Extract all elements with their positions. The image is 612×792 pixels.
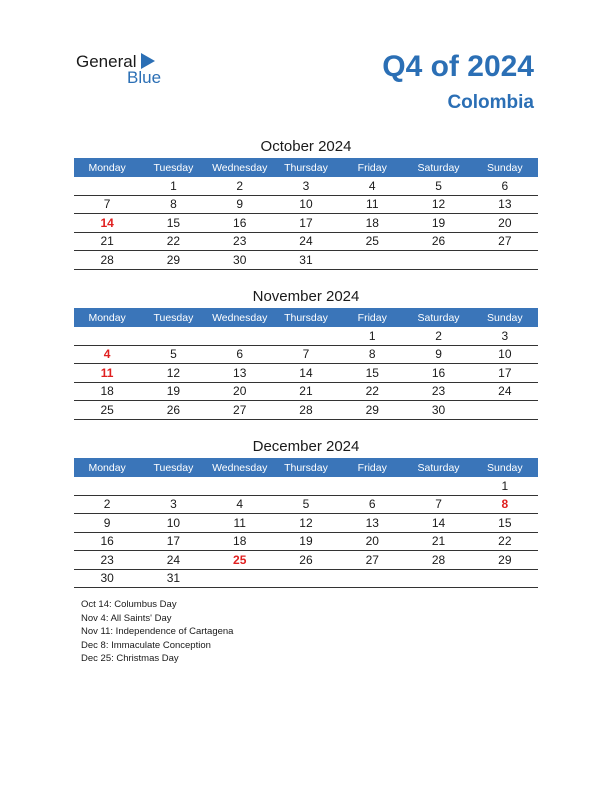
week-row (74, 327, 538, 345)
day-cell: 22 (140, 232, 206, 251)
empty-cell (207, 327, 273, 345)
month-title: December 2024 (252, 438, 360, 455)
weekday-header: Monday (74, 308, 140, 327)
logo-blue-text: Blue (127, 68, 162, 87)
day-cell: 12 (140, 364, 206, 383)
day-cell: 24 (273, 232, 339, 251)
week-row (74, 551, 538, 570)
weekday-header: Friday (339, 158, 405, 177)
empty-cell (339, 251, 405, 270)
empty-cell (140, 327, 206, 345)
day-cell: 1 (472, 477, 538, 495)
day-cell: 23 (405, 382, 471, 401)
week-row (74, 569, 538, 588)
quarter-title: Q4 of 2024 (382, 50, 534, 83)
empty-cell (273, 327, 339, 345)
weekday-header: Sunday (472, 158, 538, 177)
empty-cell (472, 251, 538, 270)
day-cell: 10 (273, 195, 339, 214)
day-cell: 26 (405, 232, 471, 251)
day-cell: 18 (207, 532, 273, 551)
day-cell: 14 (273, 364, 339, 383)
day-cell: 27 (472, 232, 538, 251)
week-row (74, 177, 538, 195)
holiday-note: Nov 11: Independence of Cartagena (81, 626, 234, 637)
day-cell: 15 (472, 514, 538, 533)
day-cell: 2 (74, 495, 140, 514)
day-cell: 25 (339, 232, 405, 251)
month-october (74, 136, 538, 270)
day-cell: 8 (472, 495, 538, 514)
day-cell: 13 (207, 364, 273, 383)
day-cell: 10 (140, 514, 206, 533)
day-cell: 9 (207, 195, 273, 214)
day-cell: 4 (74, 345, 140, 364)
day-cell: 27 (339, 551, 405, 570)
day-cell: 19 (273, 532, 339, 551)
empty-cell (405, 251, 471, 270)
day-cell: 15 (140, 214, 206, 233)
day-cell: 26 (273, 551, 339, 570)
day-cell: 19 (405, 214, 471, 233)
day-cell: 17 (472, 364, 538, 383)
weekday-header: Monday (74, 458, 140, 477)
weekday-header: Sunday (472, 458, 538, 477)
day-cell: 6 (207, 345, 273, 364)
day-cell: 23 (74, 551, 140, 570)
day-cell: 25 (207, 551, 273, 570)
calendar-grid (74, 458, 538, 588)
day-cell: 12 (405, 195, 471, 214)
holiday-note: Dec 8: Immaculate Conception (81, 639, 211, 651)
day-cell: 11 (207, 514, 273, 533)
day-cell: 31 (273, 251, 339, 270)
week-row (74, 195, 538, 214)
weekday-header: Tuesday (140, 308, 206, 327)
week-row (74, 382, 538, 401)
day-cell: 30 (207, 251, 273, 270)
holiday-list (81, 598, 233, 666)
day-cell: 24 (472, 382, 538, 401)
week-row (74, 214, 538, 233)
weekday-header: Tuesday (140, 158, 206, 177)
weekday-header: Saturday (405, 308, 471, 327)
weekday-header: Wednesday (207, 458, 273, 477)
day-cell: 17 (273, 214, 339, 233)
weekday-header: Wednesday (207, 158, 273, 177)
calendar-grid (74, 158, 538, 270)
week-row (74, 364, 538, 383)
day-cell: 15 (339, 364, 405, 383)
empty-cell (472, 569, 538, 588)
month-november (74, 286, 538, 420)
holiday-note: Dec 25: Christmas Day (81, 653, 179, 664)
weekday-header: Sunday (472, 308, 538, 327)
day-cell: 14 (405, 514, 471, 533)
day-cell: 11 (339, 195, 405, 214)
day-cell: 2 (207, 177, 273, 195)
day-cell: 20 (207, 382, 273, 401)
week-row (74, 532, 538, 551)
week-row (74, 401, 538, 420)
day-cell: 21 (273, 382, 339, 401)
day-cell: 7 (74, 195, 140, 214)
day-cell: 4 (339, 177, 405, 195)
empty-cell (273, 477, 339, 495)
day-cell: 7 (273, 345, 339, 364)
empty-cell (405, 569, 471, 588)
day-cell: 21 (74, 232, 140, 251)
day-cell: 8 (339, 345, 405, 364)
day-cell: 3 (140, 495, 206, 514)
day-cell: 31 (140, 569, 206, 588)
day-cell: 22 (472, 532, 538, 551)
day-cell: 29 (140, 251, 206, 270)
day-cell: 17 (140, 532, 206, 551)
empty-cell (207, 569, 273, 588)
weekday-header: Thursday (273, 458, 339, 477)
generalblue-logo (76, 52, 176, 92)
day-cell: 3 (273, 177, 339, 195)
weekday-header: Monday (74, 158, 140, 177)
day-cell: 28 (273, 401, 339, 420)
day-cell: 1 (339, 327, 405, 345)
day-cell: 27 (207, 401, 273, 420)
day-cell: 1 (140, 177, 206, 195)
day-cell: 6 (472, 177, 538, 195)
weekday-header: Saturday (405, 458, 471, 477)
day-cell: 19 (140, 382, 206, 401)
weekday-header: Saturday (405, 158, 471, 177)
day-cell: 13 (339, 514, 405, 533)
day-cell: 16 (74, 532, 140, 551)
empty-cell (339, 569, 405, 588)
day-cell: 18 (74, 382, 140, 401)
day-cell: 9 (405, 345, 471, 364)
month-title: November 2024 (252, 288, 360, 305)
empty-cell (339, 477, 405, 495)
day-cell: 21 (405, 532, 471, 551)
empty-cell (405, 477, 471, 495)
weekday-header: Tuesday (140, 458, 206, 477)
day-cell: 12 (273, 514, 339, 533)
day-cell: 2 (405, 327, 471, 345)
month-december (74, 436, 538, 588)
day-cell: 4 (207, 495, 273, 514)
day-cell: 14 (74, 214, 140, 233)
day-cell: 20 (339, 532, 405, 551)
weekday-header: Friday (339, 308, 405, 327)
day-cell: 16 (207, 214, 273, 233)
week-row (74, 477, 538, 495)
day-cell: 9 (74, 514, 140, 533)
empty-cell (472, 401, 538, 420)
day-cell: 24 (140, 551, 206, 570)
week-row (74, 345, 538, 364)
day-cell: 30 (74, 569, 140, 588)
day-cell: 20 (472, 214, 538, 233)
day-cell: 5 (140, 345, 206, 364)
week-row (74, 251, 538, 270)
weekday-header: Thursday (273, 158, 339, 177)
weekday-header: Friday (339, 458, 405, 477)
day-cell: 29 (472, 551, 538, 570)
weekday-header: Wednesday (207, 308, 273, 327)
country-title: Colombia (447, 92, 534, 113)
empty-cell (74, 477, 140, 495)
empty-cell (273, 569, 339, 588)
day-cell: 18 (339, 214, 405, 233)
day-cell: 6 (339, 495, 405, 514)
flag-icon (141, 53, 155, 69)
day-cell: 11 (74, 364, 140, 383)
day-cell: 8 (140, 195, 206, 214)
day-cell: 5 (273, 495, 339, 514)
holiday-note: Nov 4: All Saints' Day (81, 612, 172, 624)
day-cell: 28 (74, 251, 140, 270)
empty-cell (74, 327, 140, 345)
holiday-note: Oct 14: Columbus Day (81, 599, 177, 610)
day-cell: 29 (339, 401, 405, 420)
calendar-grid (74, 308, 538, 420)
week-row (74, 514, 538, 533)
week-row (74, 495, 538, 514)
day-cell: 28 (405, 551, 471, 570)
month-title: October 2024 (260, 138, 352, 155)
empty-cell (74, 177, 140, 195)
day-cell: 10 (472, 345, 538, 364)
day-cell: 30 (405, 401, 471, 420)
day-cell: 13 (472, 195, 538, 214)
week-row (74, 232, 538, 251)
day-cell: 26 (140, 401, 206, 420)
day-cell: 25 (74, 401, 140, 420)
weekday-header: Thursday (273, 308, 339, 327)
day-cell: 23 (207, 232, 273, 251)
day-cell: 3 (472, 327, 538, 345)
day-cell: 16 (405, 364, 471, 383)
day-cell: 22 (339, 382, 405, 401)
empty-cell (207, 477, 273, 495)
logo-general-text: General (76, 52, 137, 71)
day-cell: 5 (405, 177, 471, 195)
empty-cell (140, 477, 206, 495)
day-cell: 7 (405, 495, 471, 514)
